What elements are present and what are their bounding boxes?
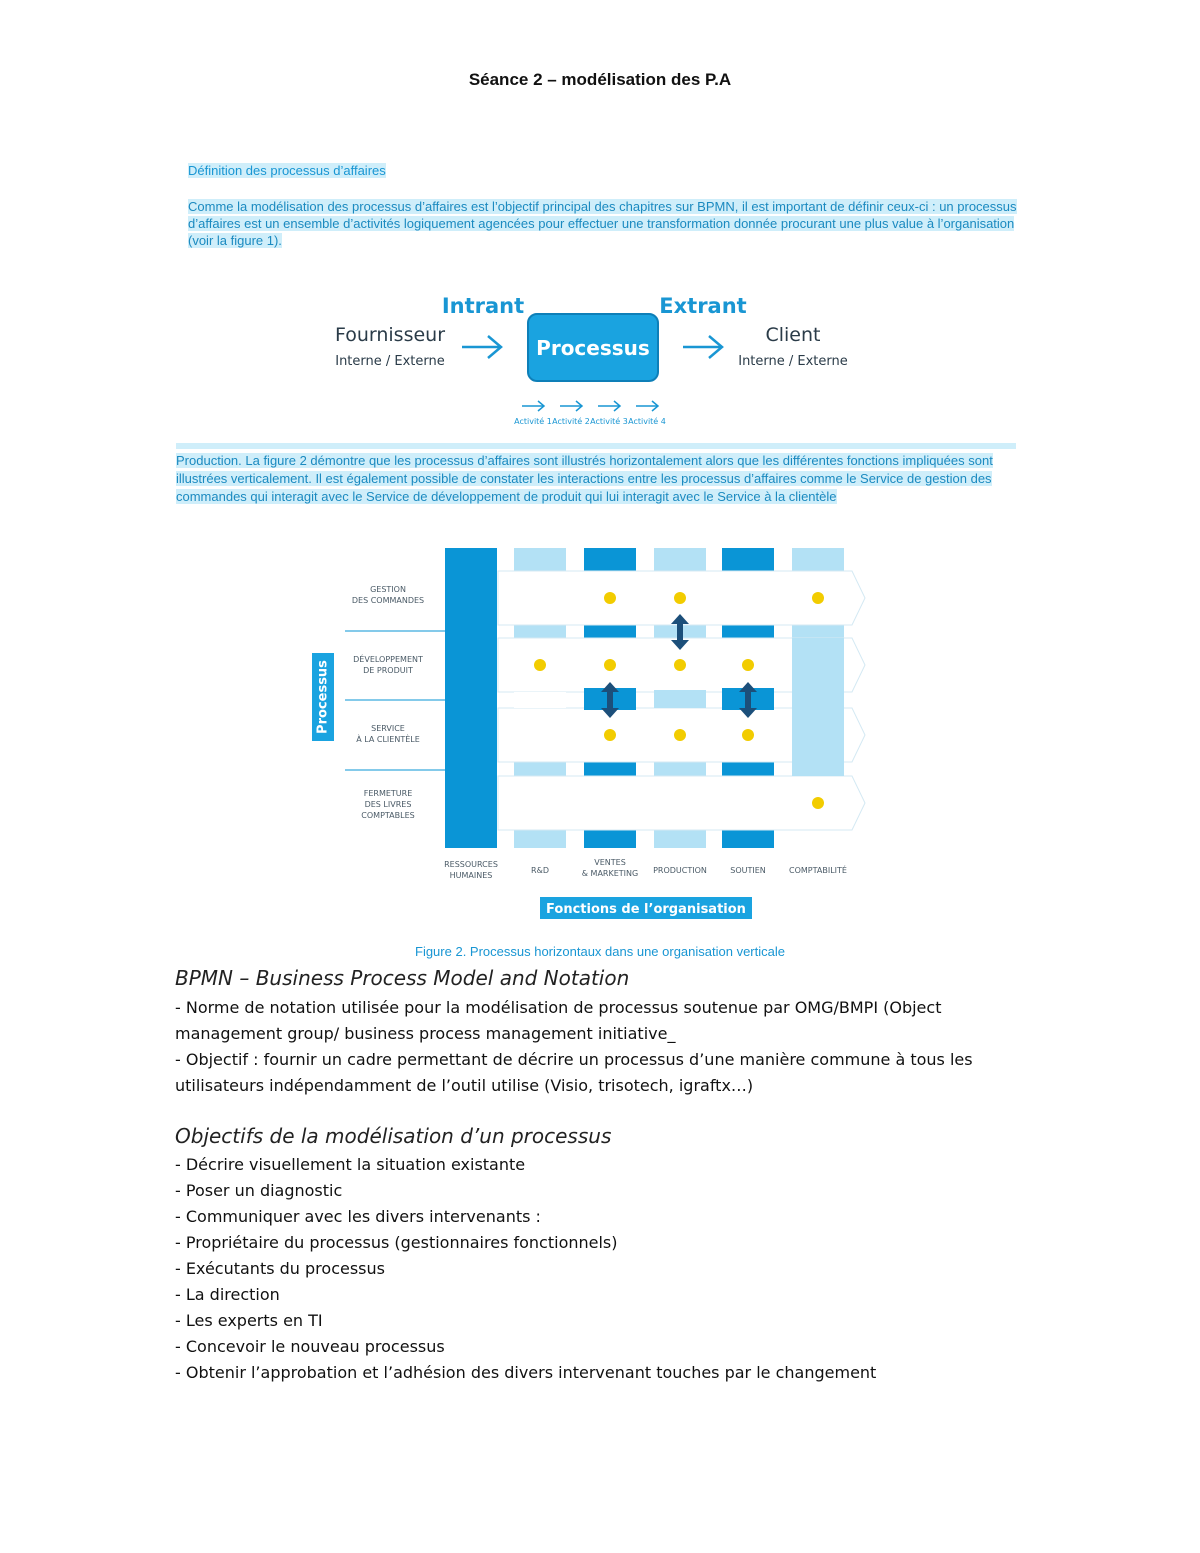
page-title: Séance 2 – modélisation des P.A bbox=[468, 70, 732, 89]
figure-2-intro-text: Production. La figure 2 démontre que les processus d’affaires sont illustrés horizontalement alors que les différentes fonctions impliquées sont illustrées verticalement. Il est également possible de constater les interactions entre les processus d’affaires comme le Service de gestion des commandes qui interagit avec le Service de développement de produit qui lui interagit avec le Service à la clientèle bbox=[176, 453, 993, 504]
process-label: DÉVELOPPEMENT bbox=[353, 655, 423, 664]
interaction-dot bbox=[674, 592, 686, 604]
fournisseur-label: Fournisseur bbox=[334, 324, 446, 346]
process-label: À LA CLIENTÈLE bbox=[356, 735, 420, 744]
processus-axis-label: Processus bbox=[315, 660, 331, 734]
client-sub: Interne / Externe bbox=[738, 354, 848, 369]
bpmn-line-2: - Objectif : fournir un cadre permettant de décrire un processus d’une manière commune à tous les utilisateurs indépendamment de l’outil utilise (Visio, trisotech, igraftx…) bbox=[175, 1050, 973, 1095]
cropped-text-line bbox=[176, 443, 1016, 449]
process-label: FERMETURE bbox=[363, 789, 413, 798]
extrant-label: Extrant bbox=[659, 294, 747, 318]
function-label: & MARKETING bbox=[581, 869, 639, 878]
list-item: - Décrire visuellement la situation existante bbox=[175, 1155, 526, 1174]
list-item: - Communiquer avec les divers intervenants : bbox=[175, 1207, 541, 1226]
interaction-dot bbox=[604, 659, 616, 671]
interaction-dot bbox=[674, 729, 686, 741]
function-label: COMPTABILITÉ bbox=[789, 866, 847, 875]
function-label: RESSOURCES bbox=[444, 860, 498, 869]
activity-label: Activité 4 bbox=[628, 417, 666, 426]
interaction-dot bbox=[534, 659, 546, 671]
process-label: DE PRODUIT bbox=[363, 666, 413, 675]
list-item: - Les experts en TI bbox=[175, 1311, 323, 1330]
arrow-right-icon bbox=[683, 336, 722, 358]
process-label: COMPTABLES bbox=[361, 811, 415, 820]
list-item: - Propriétaire du processus (gestionnaires fonctionnels) bbox=[175, 1233, 618, 1252]
function-label: PRODUCTION bbox=[653, 866, 707, 875]
activity-arrows bbox=[522, 401, 658, 411]
interaction-dot bbox=[604, 729, 616, 741]
interaction-dot bbox=[604, 592, 616, 604]
bpmn-line-1: - Norme de notation utilisée pour la modélisation de processus soutenue par OMG/BMPI (Object management group/ business process management initiative_ bbox=[175, 998, 942, 1043]
arrow-right-icon bbox=[462, 336, 501, 358]
process-label: GESTION bbox=[370, 585, 406, 594]
activity-label: Activité 1 bbox=[514, 417, 552, 426]
list-item: - Poser un diagnostic bbox=[175, 1181, 343, 1200]
interaction-dot bbox=[812, 592, 824, 604]
interaction-dot bbox=[742, 659, 754, 671]
list-item: - Exécutants du processus bbox=[175, 1259, 385, 1278]
band-fermeture bbox=[498, 776, 865, 830]
function-label: VENTES bbox=[594, 858, 626, 867]
functions-axis-label: Fonctions de l’organisation bbox=[546, 902, 746, 917]
function-label: HUMAINES bbox=[449, 871, 493, 880]
activity-label: Activité 2 bbox=[552, 417, 590, 426]
interaction-dot bbox=[674, 659, 686, 671]
process-label: DES LIVRES bbox=[364, 800, 412, 809]
objectifs-heading: Objectifs de la modélisation d’un processus bbox=[175, 1124, 612, 1148]
list-item: - Obtenir l’approbation et l’adhésion des divers intervenant touches par le changement bbox=[175, 1363, 877, 1382]
process-label: DES COMMANDES bbox=[351, 596, 425, 605]
figure-2-matrix-diagram bbox=[300, 540, 880, 925]
fournisseur-sub: Interne / Externe bbox=[335, 354, 445, 369]
activity-label: Activité 3 bbox=[590, 417, 628, 426]
processus-label: Processus bbox=[536, 336, 650, 360]
function-label: R&D bbox=[531, 866, 549, 875]
intrant-label: Intrant bbox=[441, 294, 525, 318]
definition-text: Comme la modélisation des processus d’affaires est l’objectif principal des chapitres sur BPMN, il est important de définir ceux-ci : un processus d’affaires est un ensemble d’activités logiquement agencées pour effectuer une transformation donnée procurant une plus value à l’organisation (voir la figure 1). bbox=[188, 199, 1017, 248]
interaction-dot bbox=[742, 729, 754, 741]
interaction-dot bbox=[812, 797, 824, 809]
process-label: SERVICE bbox=[371, 724, 405, 733]
column-rh bbox=[445, 548, 497, 848]
list-item: - La direction bbox=[175, 1285, 280, 1304]
figure-2-caption: Figure 2. Processus horizontaux dans une organisation verticale bbox=[415, 944, 785, 959]
figure-1-process-diagram bbox=[330, 285, 870, 435]
bpmn-heading: BPMN – Business Process Model and Notation bbox=[175, 966, 630, 990]
client-label: Client bbox=[765, 324, 821, 346]
objectifs-list bbox=[175, 1152, 1075, 1386]
function-label: SOUTIEN bbox=[730, 866, 766, 875]
definition-heading: Définition des processus d’affaires bbox=[188, 163, 386, 178]
list-item: - Concevoir le nouveau processus bbox=[175, 1337, 445, 1356]
